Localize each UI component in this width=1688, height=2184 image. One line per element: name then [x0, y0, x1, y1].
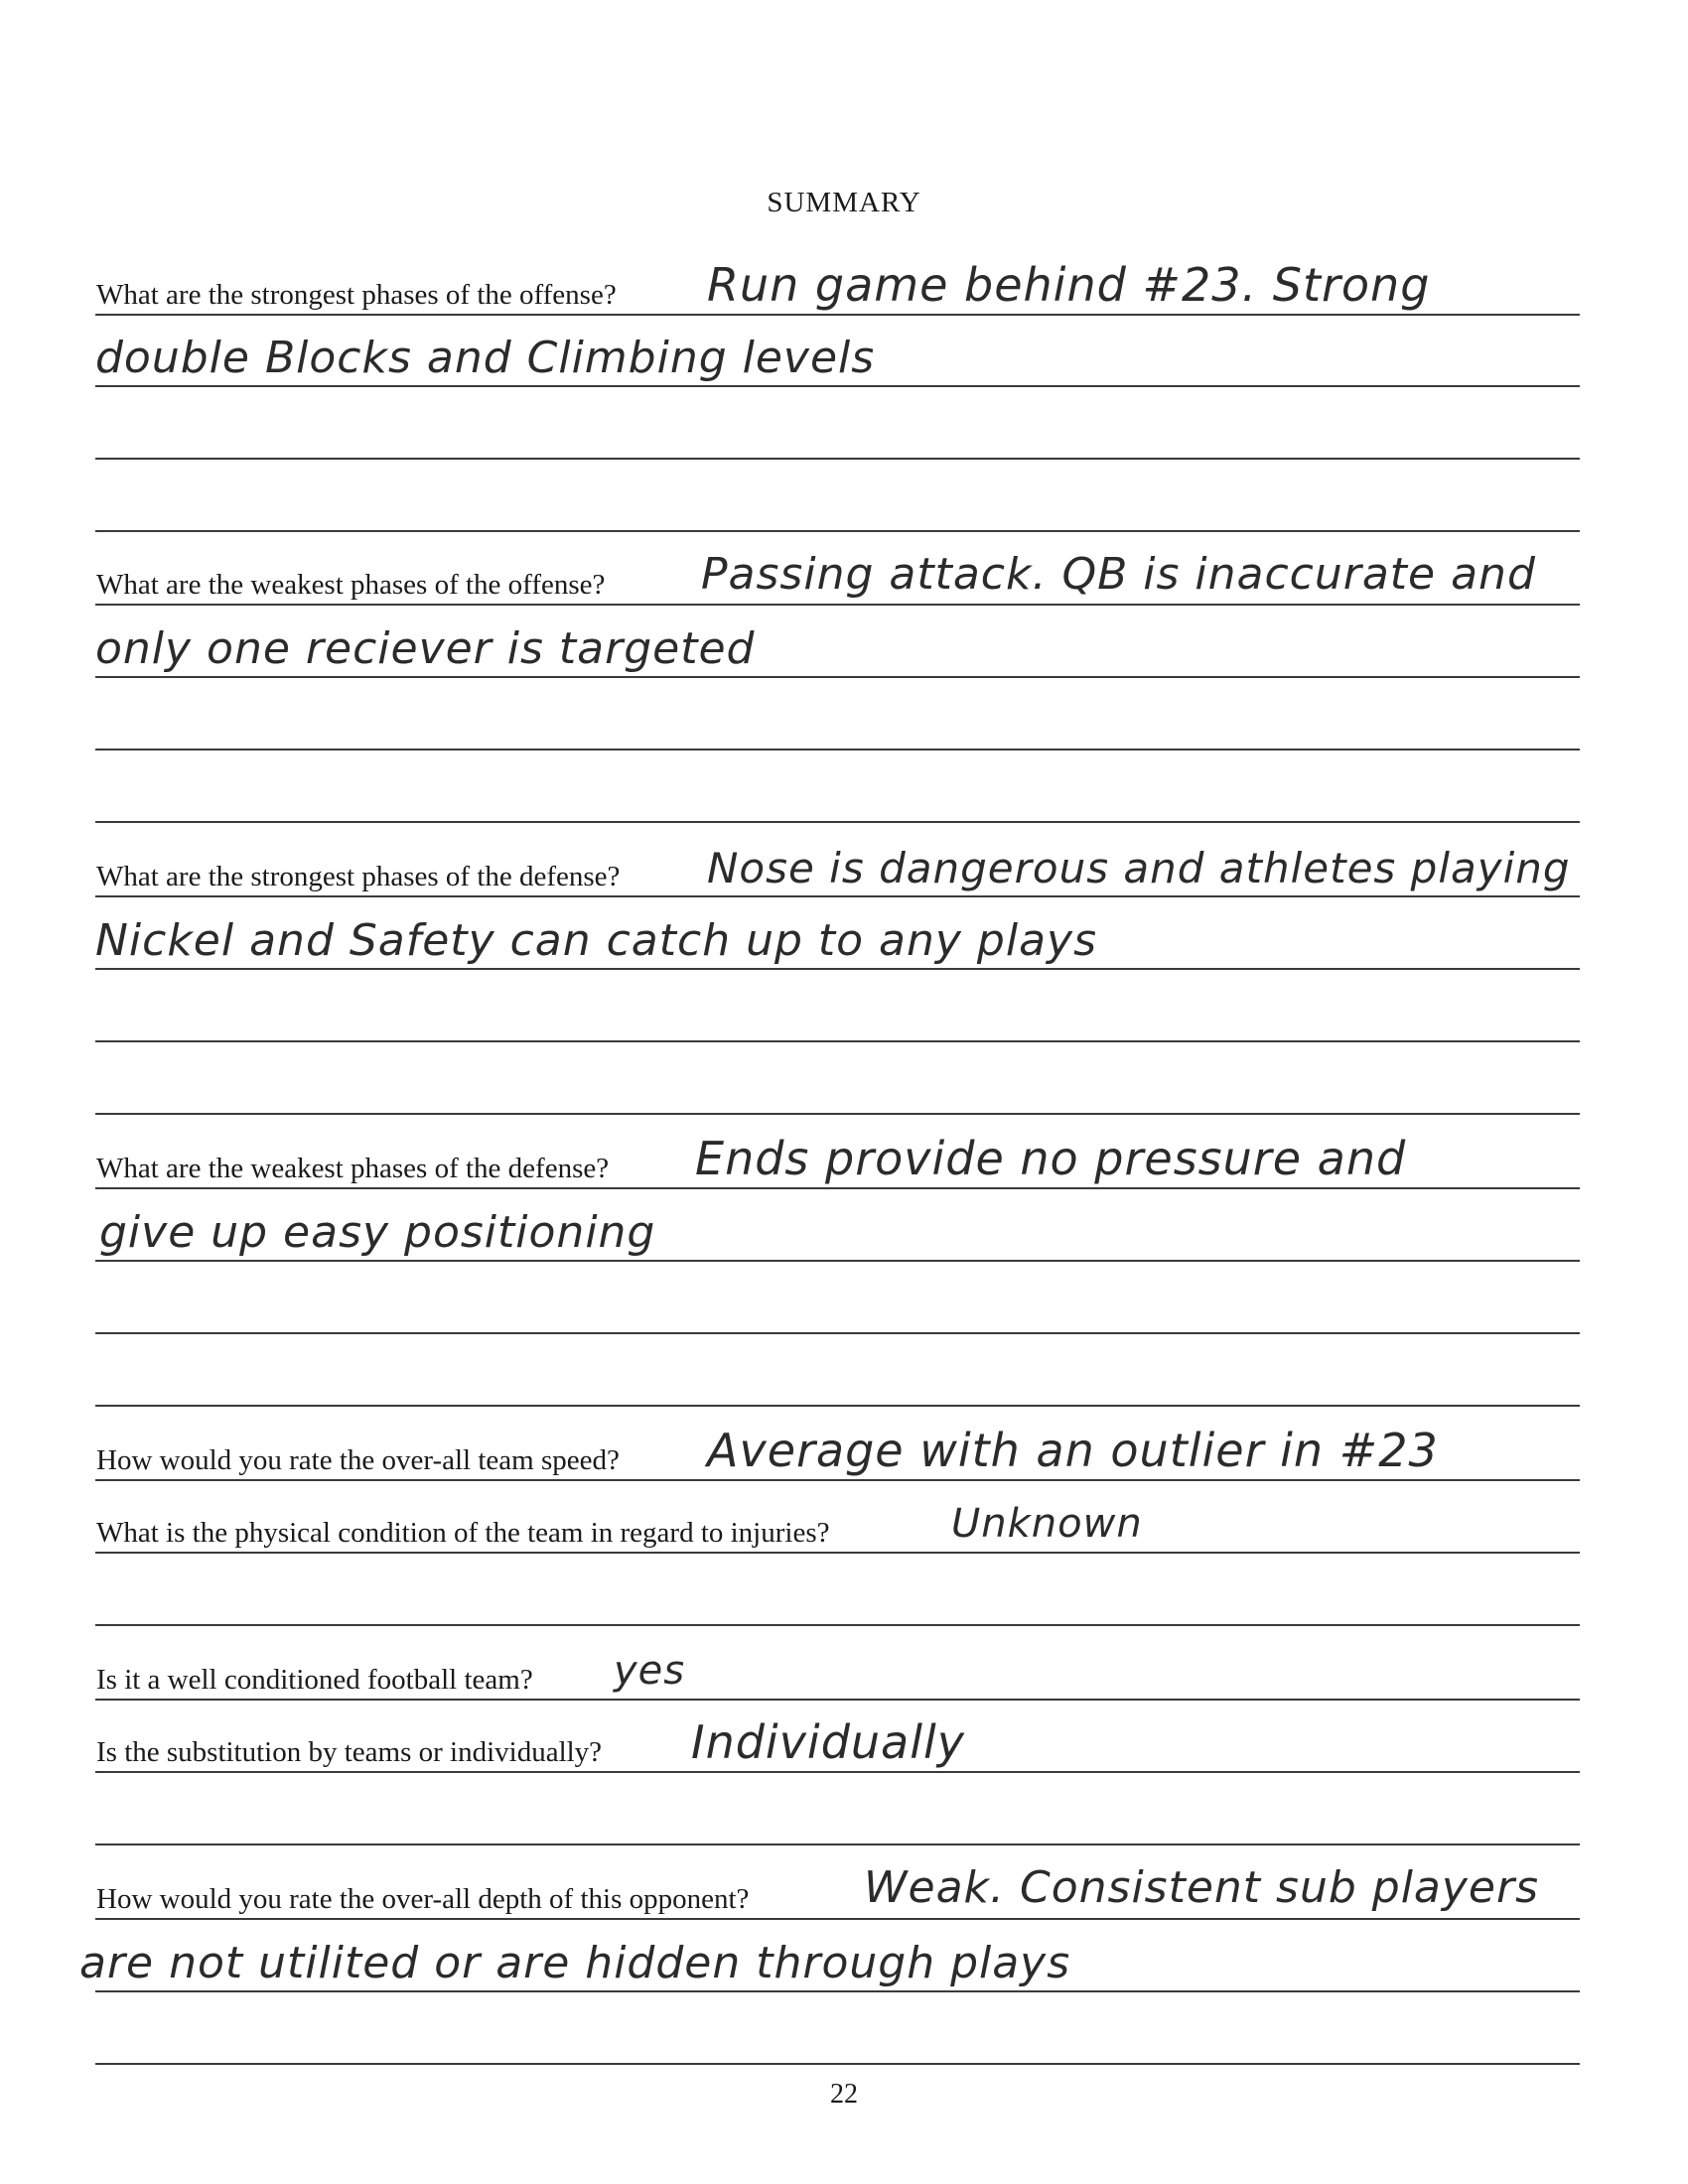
- question-well-conditioned: Is it a well conditioned football team?: [96, 1664, 533, 1696]
- answer-rule: [95, 1771, 1580, 1773]
- question-strongest-offense: What are the strongest phases of the offense?: [96, 279, 617, 311]
- question-injuries: What is the physical condition of the team in regard to injuries?: [96, 1517, 830, 1549]
- answer-rule: [95, 1552, 1580, 1554]
- answer-rule: [95, 1260, 1580, 1262]
- answer-well-conditioned: yes: [614, 1648, 686, 1694]
- answer-rule: [95, 1699, 1580, 1701]
- answer-rule: [95, 1479, 1580, 1481]
- question-weakest-offense: What are the weakest phases of the offense?: [96, 569, 606, 601]
- answer-rule: [95, 1990, 1580, 1992]
- question-substitution: Is the substitution by teams or individually?: [96, 1736, 603, 1768]
- answer-strongest-defense-line-2: Nickel and Safety can catch up to any plays: [95, 915, 1098, 966]
- answer-depth-line-1: Weak. Consistent sub players: [864, 1862, 1540, 1913]
- answer-strongest-offense-line-1: Run game behind #23. Strong: [707, 258, 1431, 312]
- answer-rule: [95, 1843, 1580, 1845]
- answer-rule: [95, 458, 1580, 460]
- answer-rule: [95, 604, 1580, 606]
- answer-strongest-offense-line-2: double Blocks and Climbing levels: [95, 333, 876, 383]
- answer-rule: [95, 821, 1580, 823]
- answer-rule: [95, 968, 1580, 970]
- answer-substitution: Individually: [691, 1715, 966, 1769]
- answer-weakest-offense-line-2: only one reciever is targeted: [95, 623, 756, 674]
- page-number: 22: [830, 2079, 858, 2110]
- answer-team-speed: Average with an outlier in #23: [707, 1424, 1439, 1477]
- answer-injuries: Unknown: [951, 1501, 1143, 1547]
- answer-weakest-defense-line-1: Ends provide no pressure and: [695, 1132, 1407, 1185]
- question-team-speed: How would you rate the over-all team speed?: [96, 1444, 620, 1476]
- page-title: SUMMARY: [767, 187, 921, 218]
- answer-rule: [95, 1624, 1580, 1626]
- answer-rule: [95, 2063, 1580, 2065]
- answer-rule: [95, 314, 1580, 316]
- answer-rule: [95, 1187, 1580, 1189]
- answer-strongest-defense-line-1: Nose is dangerous and athletes playing: [707, 844, 1571, 892]
- answer-rule: [95, 1040, 1580, 1042]
- question-depth: How would you rate the over-all depth of this opponent?: [96, 1883, 750, 1915]
- answer-rule: [95, 895, 1580, 897]
- question-weakest-defense: What are the weakest phases of the defense?: [96, 1153, 610, 1184]
- answer-rule: [95, 1405, 1580, 1407]
- answer-weakest-defense-line-2: give up easy positioning: [99, 1207, 656, 1258]
- answer-rule: [95, 749, 1580, 751]
- answer-rule: [95, 1918, 1580, 1920]
- answer-depth-line-2: are not utilited or are hidden through plays: [79, 1938, 1071, 1988]
- answer-rule: [95, 385, 1580, 387]
- answer-rule: [95, 676, 1580, 678]
- question-strongest-defense: What are the strongest phases of the defense?: [96, 861, 621, 892]
- answer-rule: [95, 530, 1580, 532]
- answer-weakest-offense-line-1: Passing attack. QB is inaccurate and: [701, 549, 1536, 600]
- answer-rule: [95, 1113, 1580, 1115]
- answer-rule: [95, 1332, 1580, 1334]
